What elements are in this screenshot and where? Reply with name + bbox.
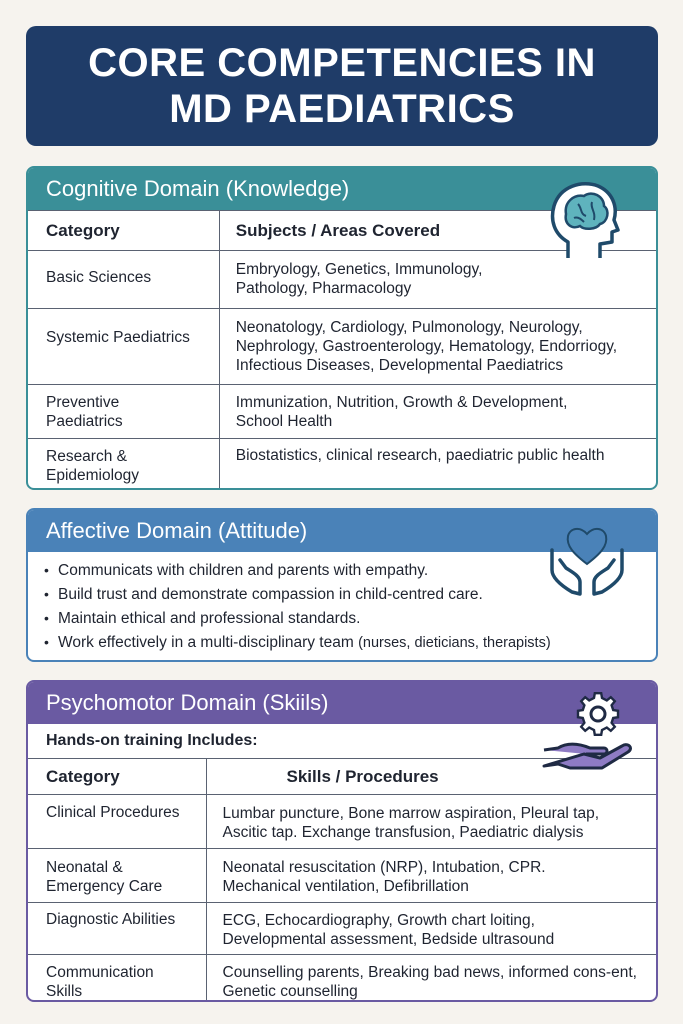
- table-row: [28, 955, 656, 1003]
- table-row: [28, 309, 656, 385]
- subjects-cell: Biostatistics, clinical research, paediatric public health: [235, 447, 605, 464]
- subjects-cell: Neonatology, Cardiology, Pulmonology, Neurology, Nephrology, Gastroenterology, Hematology, Endorriogy, Infectious Diseases, Developmental Paediatrics: [235, 319, 618, 374]
- category-cell: Communication Skills: [28, 955, 206, 1003]
- subjects-cell: Embryology, Genetics, Immunology, Pathology, Pharmacology: [235, 261, 483, 297]
- column-header-skills: Skills / Procedures: [286, 767, 439, 786]
- table-row: [28, 903, 656, 955]
- gear-hand-icon: [540, 692, 636, 776]
- category-cell: Basic Sciences: [28, 251, 219, 309]
- category-cell: Systemic Paediatrics: [28, 309, 219, 385]
- category-cell: Research & Epidemiology: [28, 439, 219, 491]
- column-header-category: Category: [28, 211, 219, 251]
- psychomotor-domain-heading: Psychomotor Domain (Skiils): [28, 682, 656, 724]
- head-brain-icon: [538, 176, 628, 264]
- category-cell: Neonatal & Emergency Care: [28, 849, 206, 903]
- column-header-subjects: Subjects / Areas Covered: [235, 221, 441, 240]
- title-banner: [26, 26, 658, 146]
- psychomotor-domain-card: [26, 680, 658, 1002]
- category-cell: Diagnostic Abilities: [28, 903, 206, 955]
- skills-cell: Neonatal resuscitation (NRP), Intubation, CPR. Mechanical ventilation, Defibrillation: [222, 859, 546, 895]
- skills-cell: Counselling parents, Breaking bad news, informed cons-ent, Genetic counselling: [222, 964, 637, 1000]
- table-row: [28, 385, 656, 439]
- heart-hands-icon: [544, 520, 630, 600]
- page-title: CORE COMPETENCIES IN MD PAEDIATRICS: [88, 41, 596, 131]
- list-item: • Build trust and demonstrate compassion in child-centred care.: [44, 582, 656, 606]
- affective-domain-heading: Affective Domain (Attitude): [28, 510, 656, 552]
- cognitive-domain-heading: Cognitive Domain (Knowledge): [28, 168, 656, 210]
- subjects-cell: Immunization, Nutrition, Growth & Development, School Health: [235, 394, 568, 430]
- affective-domain-card: [26, 508, 658, 662]
- list-item: • Maintain ethical and professional standards.: [44, 606, 656, 630]
- category-cell: Clinical Procedures: [28, 795, 206, 849]
- table-row: [28, 849, 656, 903]
- category-cell: Preventive Paediatrics: [28, 385, 219, 439]
- skills-cell: Lumbar puncture, Bone marrow aspiration, Pleural tap, Ascitic tap. Exchange transfusion, Paediatric dialysis: [222, 805, 600, 841]
- table-row: [28, 439, 656, 491]
- list-item: • Work effectively in a multi-disciplinary team (nurses, dieticians, therapists): [44, 630, 656, 654]
- cognitive-domain-card: [26, 166, 658, 490]
- psychomotor-table: [28, 758, 656, 1002]
- skills-cell: ECG, Echocardiography, Growth chart loiting, Developmental assessment, Bedside ultrasound: [222, 912, 555, 948]
- column-header-category: Category: [28, 759, 206, 795]
- list-item: • Communicats with children and parents with empathy.: [44, 558, 656, 582]
- hands-on-intro: Hands-on training Includes:: [46, 732, 258, 749]
- table-row: [28, 795, 656, 849]
